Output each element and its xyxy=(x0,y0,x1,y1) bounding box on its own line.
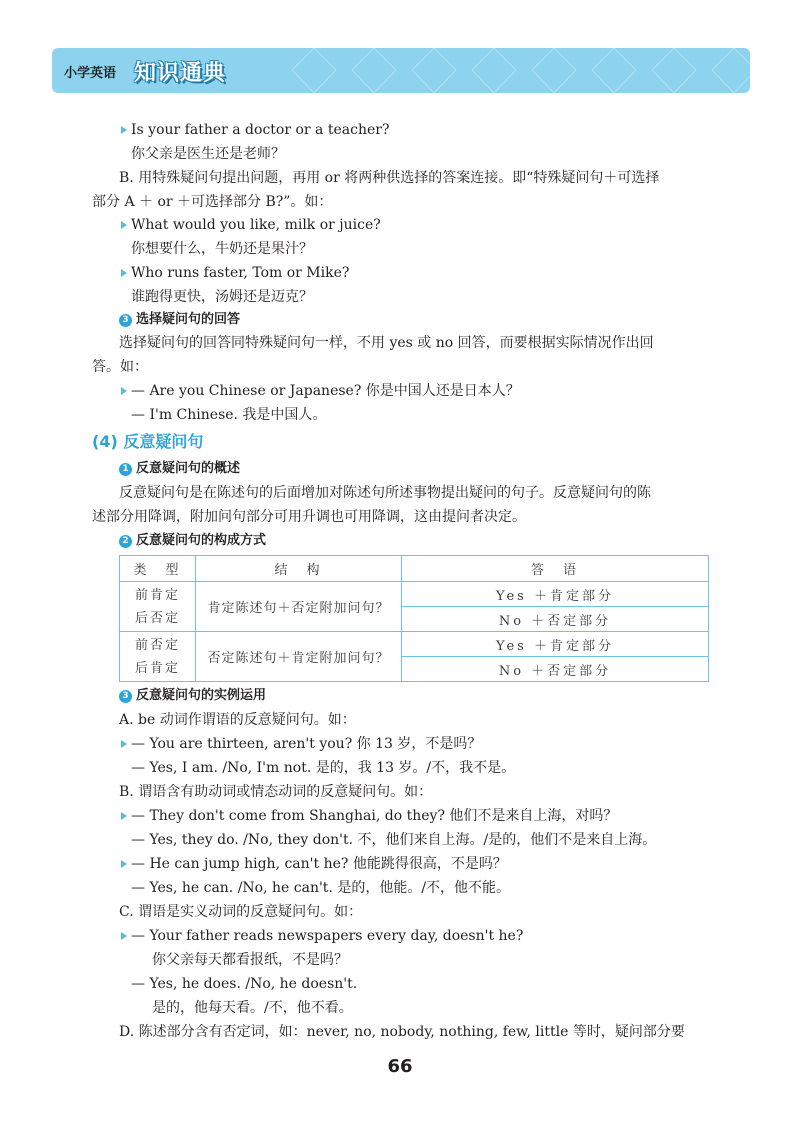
text-line: 你想要什么，牛奶还是果汁？ xyxy=(131,241,313,257)
text-line: — Yes, he can. /No, he can't. 是的，他能。/不，他不能。 xyxy=(131,880,511,896)
text-line: 你父亲是医生还是老师？ xyxy=(131,146,285,162)
text-line: 你父亲每天都看报纸，不是吗？ xyxy=(152,952,348,968)
header-small-title: 小学英语 xyxy=(64,66,117,81)
text-line: 反意疑问句是在陈述句的后面增加对陈述句所述事物提出疑问的句子。反意疑问句的陈 xyxy=(119,485,651,501)
type-cell xyxy=(120,582,196,632)
text-line: B. 用特殊疑问句提出问题，再用 or 将两种供选择的答案连接。即“特殊疑问句＋可选择 xyxy=(119,170,660,186)
bullet-triangle-icon xyxy=(121,740,127,748)
bullet-triangle-icon xyxy=(121,932,127,940)
text-line: 是的，他每天看。/不，他不看。 xyxy=(152,1000,353,1016)
subsection-heading: 3 选择疑问句的回答 xyxy=(119,311,240,329)
text-line: — Yes, they do. /No, they don't. 不，他们来自上海。/是的，他们不是来自上海。 xyxy=(131,832,657,848)
bullet-triangle-icon xyxy=(121,269,127,277)
text-line: Who runs faster, Tom or Mike? xyxy=(131,265,350,281)
number-badge-icon: 2 xyxy=(119,535,132,548)
text-line: D. 陈述部分含有否定词，如：never, no, nobody, nothing, few, little 等时，疑问部分要 xyxy=(119,1024,685,1040)
text-line: — Yes, he does. /No, he doesn't. xyxy=(131,976,358,992)
text-line: — You are thirteen, aren't you? 你 13 岁，不是吗？ xyxy=(131,736,482,752)
text-line: — He can jump high, can't he? 他能跳得很高，不是吗？ xyxy=(131,856,507,872)
answer-cell: No ＋否定部分 xyxy=(402,607,709,632)
type-cell-text: 前肯定 后否定 xyxy=(134,587,180,626)
structure-cell: 肯定陈述句＋否定附加问句？ xyxy=(196,582,402,632)
text-line: C. 谓语是实义动词的反意疑问句。如： xyxy=(119,904,363,920)
table-header-cell: 结 构 xyxy=(196,556,402,582)
text-line: — Your father reads newspapers every day, doesn't he? xyxy=(131,928,524,944)
table-row xyxy=(120,632,709,657)
text-line: — Are you Chinese or Japanese? 你是中国人还是日本人？ xyxy=(131,383,520,399)
table-header-cell: 答 语 xyxy=(402,556,709,582)
subsection-heading: 3 反意疑问句的实例运用 xyxy=(119,687,266,705)
bullet-triangle-icon xyxy=(121,126,127,134)
header-big-title: 知识通典 xyxy=(134,61,227,86)
table-header-row xyxy=(120,556,709,582)
text-line: B. 谓语含有助动词或情态动词的反意疑问句。如： xyxy=(119,784,433,800)
number-badge-icon: 3 xyxy=(119,690,132,703)
number-badge-icon: 3 xyxy=(119,314,132,327)
bullet-triangle-icon xyxy=(121,387,127,395)
number-badge-icon: 1 xyxy=(119,463,132,476)
bullet-triangle-icon xyxy=(121,812,127,820)
answer-cell: Yes ＋肯定部分 xyxy=(402,582,709,607)
subsection-heading: 2 反意疑问句的构成方式 xyxy=(119,532,266,550)
subsection-heading: 1 反意疑问句的概述 xyxy=(119,460,240,478)
answer-cell: No ＋否定部分 xyxy=(402,657,709,682)
text-line: 部分 A ＋ or ＋可选择部分 B?”。如： xyxy=(92,194,333,210)
text-line: What would you like, milk or juice? xyxy=(131,217,381,233)
text-line: Is your father a doctor or a teacher? xyxy=(131,122,390,138)
text-line: 答。如： xyxy=(92,359,148,375)
text-line: — Yes, I am. /No, I'm not. 是的，我 13 岁。/不，我不是。 xyxy=(131,760,516,776)
table-row xyxy=(120,582,709,607)
text-line: 谁跑得更快，汤姆还是迈克？ xyxy=(131,289,313,305)
page-number: 66 xyxy=(387,1056,413,1077)
text-line: 述部分用降调，附加问句部分可用升调也可用降调，这由提问者决定。 xyxy=(92,509,526,525)
section-heading: (4) 反意疑问句 xyxy=(92,432,204,451)
text-line: — They don't come from Shanghai, do they? 他们不是来自上海，对吗？ xyxy=(131,808,618,824)
page-header xyxy=(52,48,750,93)
bullet-triangle-icon xyxy=(121,221,127,229)
structure-cell: 否定陈述句＋肯定附加问句？ xyxy=(196,632,402,682)
text-line: — I'm Chinese. 我是中国人。 xyxy=(131,407,327,423)
type-cell-text: 前否定 后肯定 xyxy=(134,637,180,676)
bullet-triangle-icon xyxy=(121,860,127,868)
text-line: 选择疑问句的回答同特殊疑问句一样，不用 yes 或 no 回答，而要根据实际情况作出回 xyxy=(119,335,654,351)
answer-cell: Yes ＋肯定部分 xyxy=(402,632,709,657)
type-cell xyxy=(120,632,196,682)
table-header-cell: 类 型 xyxy=(120,556,196,582)
text-line: A. be 动词作谓语的反意疑问句。如： xyxy=(119,712,356,728)
tag-question-structure-table xyxy=(119,555,709,682)
